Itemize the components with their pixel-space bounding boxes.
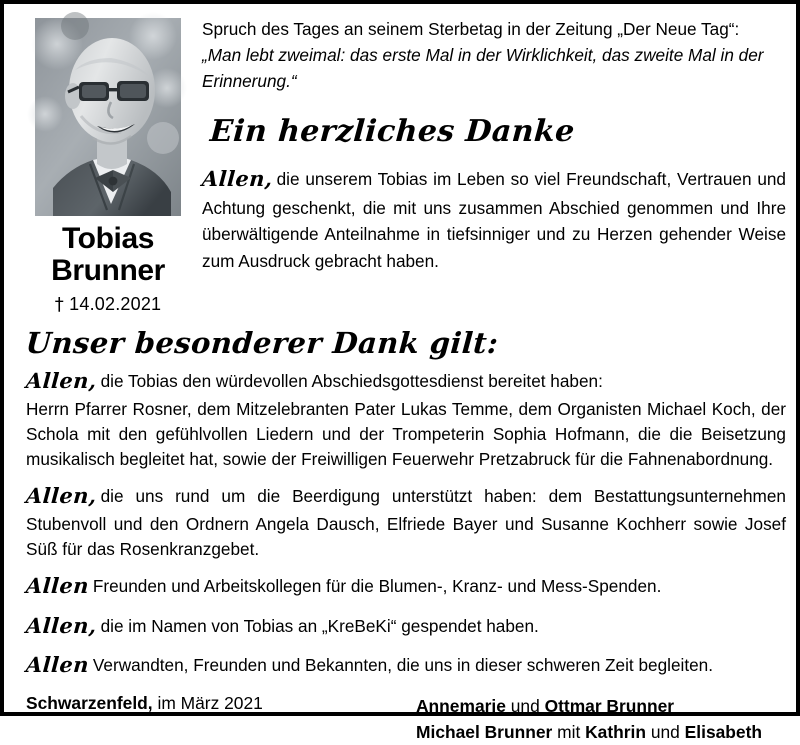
signatory-name: Elisabeth [679, 721, 762, 742]
right-column [202, 12, 786, 274]
footer-date: im März 2021 [157, 692, 263, 713]
allen-lead-script: Allen, [25, 612, 98, 638]
allen-lead-script: Allen, [201, 166, 274, 192]
epigraph-quote: „Man lebt zweimal: das erste Mal in der Wirklichkeit, das zweite Mal in der Erinnerung.“ [202, 45, 764, 92]
portrait-photo [35, 18, 181, 216]
thanks-block-intro-text: die Tobias den würdevollen Abschiedsgottesdienst bereitet haben: [100, 371, 603, 391]
allen-lead-script: Allen, [25, 482, 98, 508]
deceased-identity-block [35, 18, 181, 315]
dagger-icon: † [54, 293, 64, 315]
thanks-intro-body: die unserem Tobias im Leben so viel Freundschaft, Vertrauen und Achtung geschenkt, die mit uns zusammen Abschied genommen und Ihre überwältigende Anteilnahme in tiefsinniger und zu Herzen gehender Weise zum Ausdruck gebracht haben. [202, 169, 786, 271]
thanks-heading: Ein herzliches Danke [208, 114, 576, 150]
signatory-line [416, 719, 786, 745]
thanks-line [26, 611, 786, 642]
thanks-block [26, 481, 786, 562]
thanks-intro-paragraph [202, 163, 786, 273]
thanks-block-body: die uns rund um die Beerdigung unterstützt haben: dem Bestattungsunternehmen Stubenvoll und den Ordnern Angela Dausch, Elfriede Bayer und Susanne Kochherr sowie Josef Süß für das Rosenkranzgebet. [26, 485, 786, 559]
thanks-block-first-line [26, 366, 786, 397]
death-date: 14.02.2021 [69, 293, 162, 314]
signatory-name: Kathrin [580, 721, 646, 742]
signatory-name: Michael Brunner [416, 721, 553, 742]
signatory-connector: und [645, 721, 680, 742]
signatory-line [416, 693, 786, 719]
top-region [26, 12, 786, 315]
deceased-last-name: Brunner [51, 254, 165, 288]
thanks-line-body: Verwandten, Freunden und Bekannten, die uns in dieser schweren Zeit begleiten. [92, 655, 713, 676]
death-date-line [35, 294, 181, 315]
signatory-connector: und [505, 695, 540, 716]
signatory-name: Annemarie [416, 695, 506, 716]
special-thanks-heading: Unser besonderer Dank gilt: [24, 326, 500, 360]
allen-lead-script: Allen [25, 652, 90, 678]
thanks-block-body: Herrn Pfarrer Rosner, dem Mitzelebranten Pater Lukas Temme, dem Organisten Michael Koch, der Schola mit den gefühlvollen Liedern und der Trompeterin Sophia Hofmann, die die Beisetzung musikalisch begleitet hat, sowie der Freiwilligen Feuerwehr Pretzabruck für die Fahnenabordnung. [26, 398, 786, 469]
signatory-connector: mit [552, 721, 581, 742]
thanks-line-body: die im Namen von Tobias an „KreBeKi“ gespendet haben. [100, 615, 539, 636]
thanks-block [26, 366, 786, 472]
deceased-name [35, 223, 181, 288]
footer [26, 693, 786, 745]
signatory-name: Ottmar Brunner [539, 695, 675, 716]
thanks-line [26, 650, 786, 681]
footer-place: Schwarzenfeld, [26, 692, 153, 713]
footer-signatories [416, 693, 786, 745]
allen-lead-script: Allen, [25, 368, 98, 393]
thanks-line-body: Freunden und Arbeitskollegen für die Blumen-, Kranz- und Mess-Spenden. [92, 575, 662, 596]
allen-lead-script: Allen [25, 572, 90, 598]
portrait-illustration [35, 18, 181, 216]
notice-inner [4, 4, 796, 742]
thanks-line [26, 571, 786, 602]
deceased-first-name: Tobias [61, 222, 155, 255]
epigraph-intro: Spruch des Tages an seinem Sterbetag in der Zeitung „Der Neue Tag“: [202, 19, 740, 39]
footer-place-date [26, 693, 416, 714]
